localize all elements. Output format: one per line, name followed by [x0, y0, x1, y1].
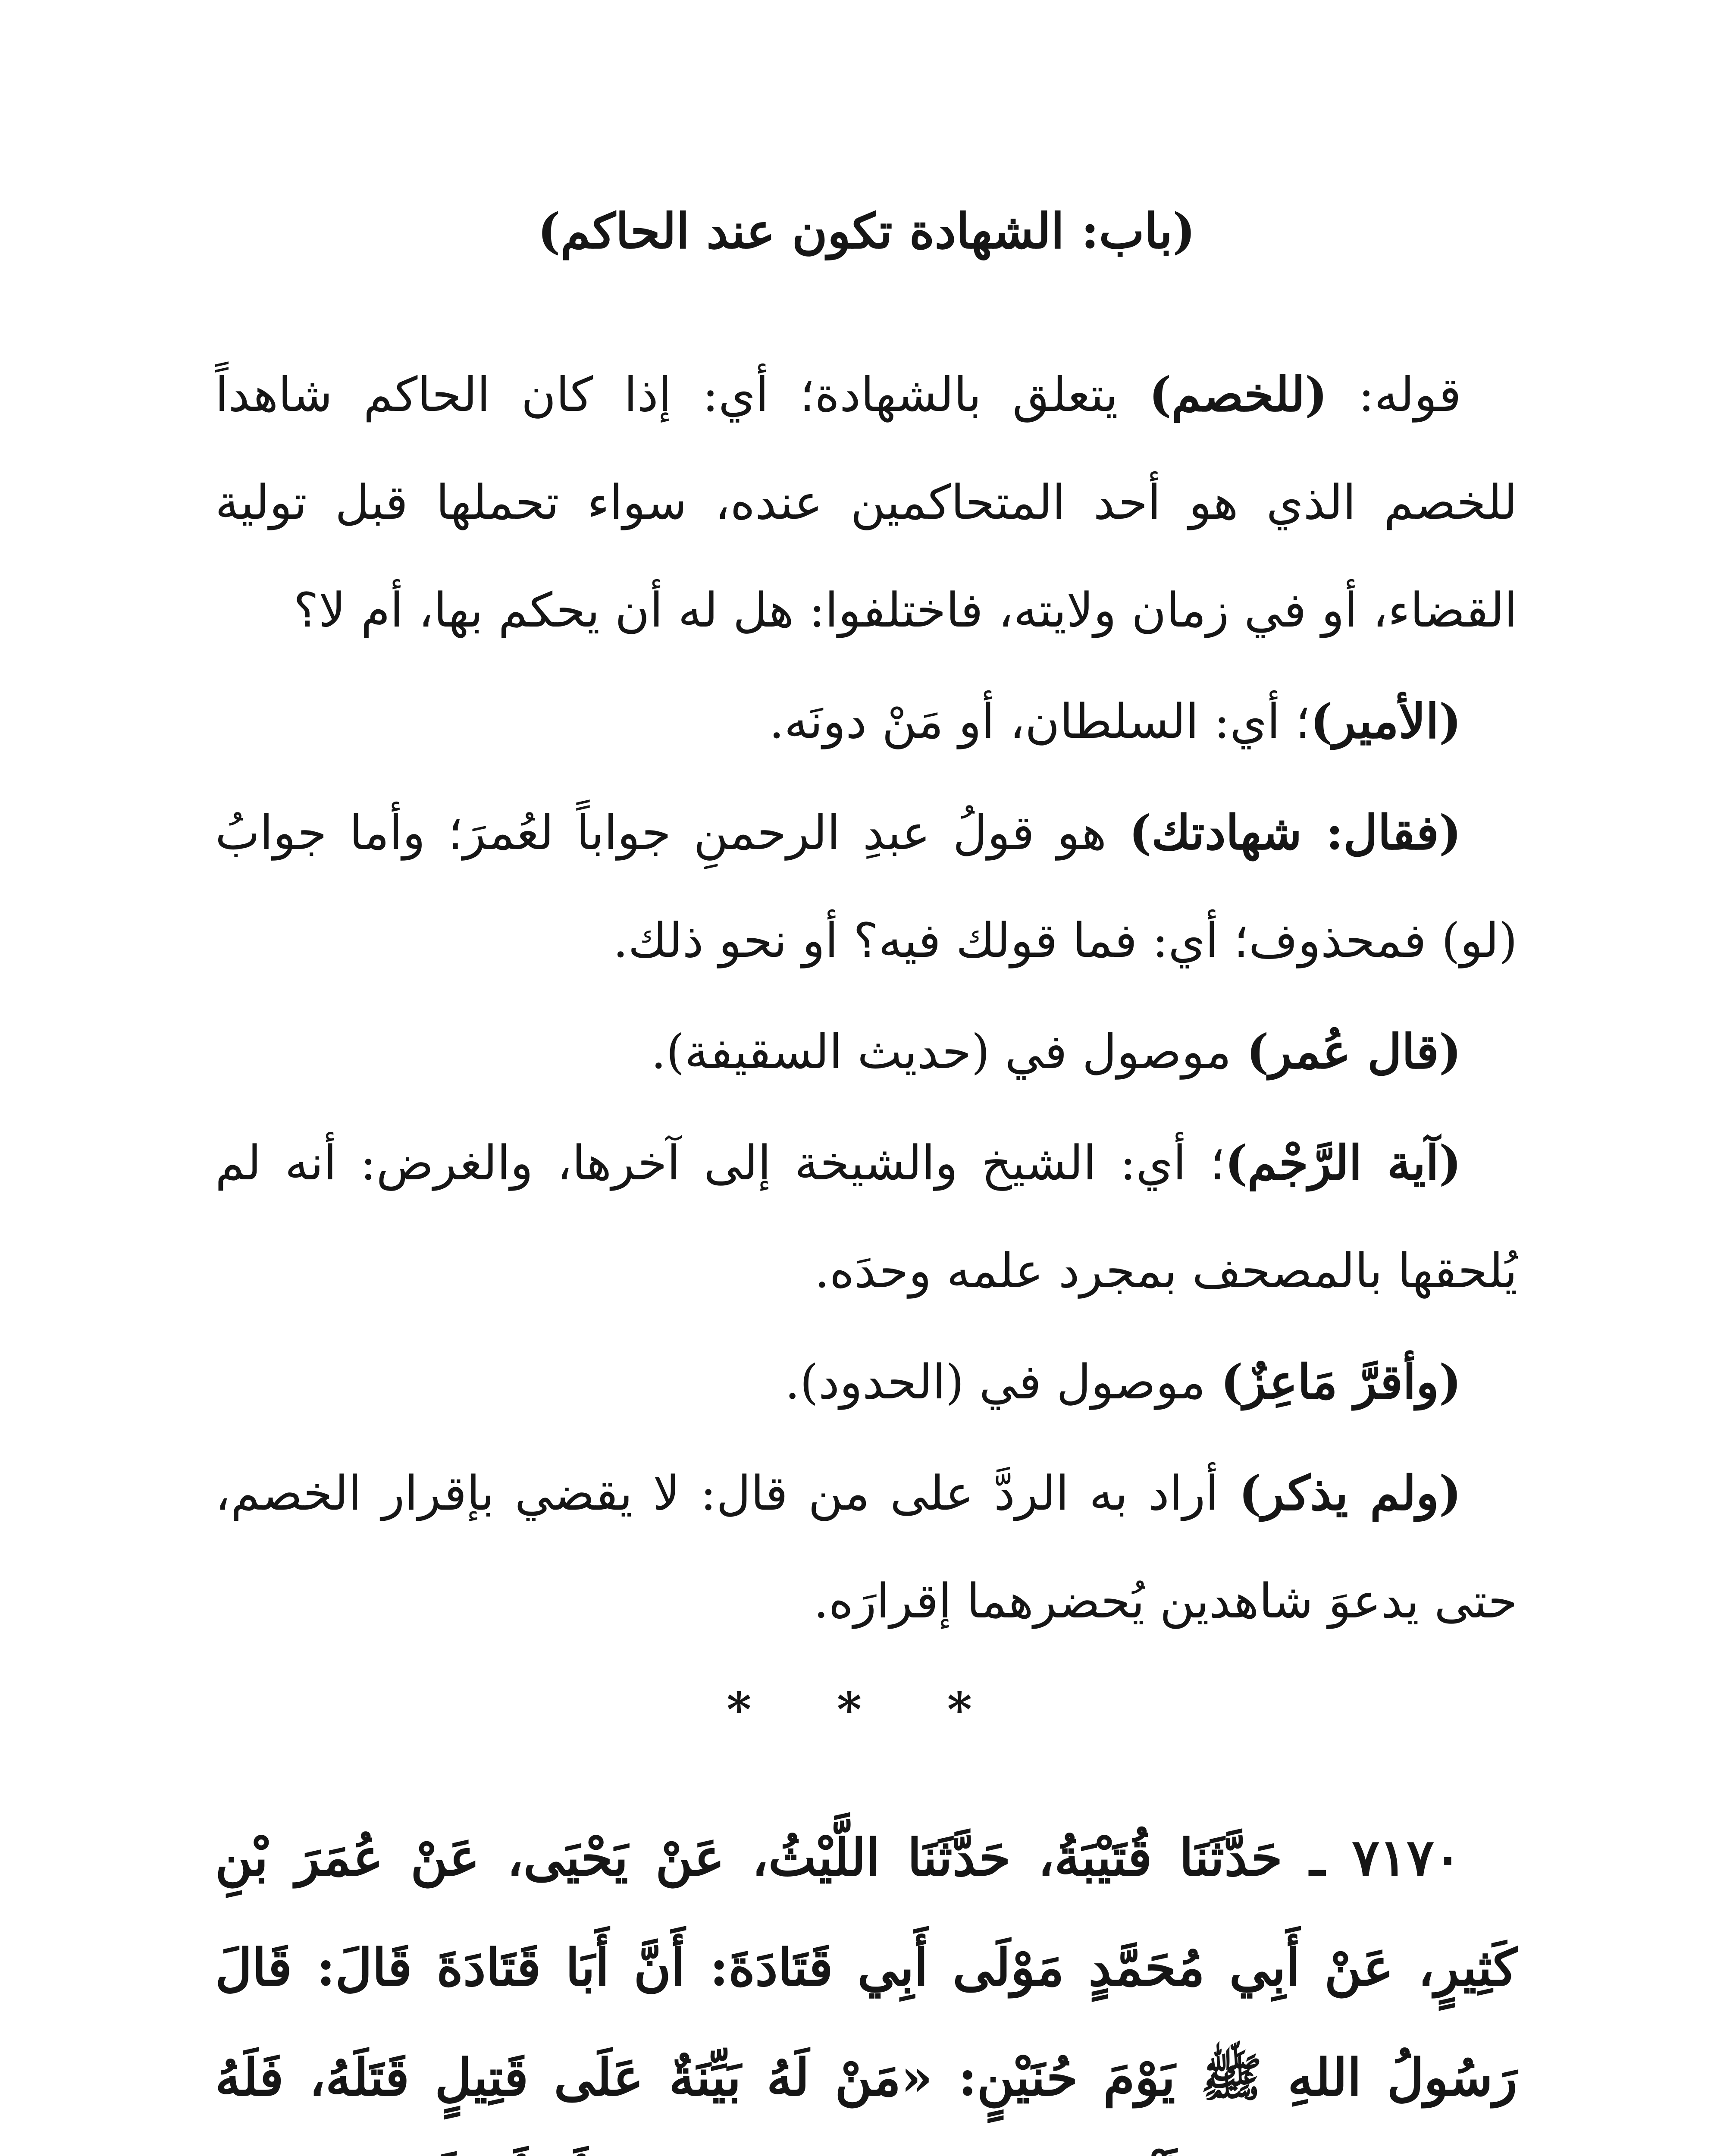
lemma: (قال عُمر)	[1246, 1024, 1461, 1079]
commentary-section	[215, 341, 1517, 1658]
paragraph-text: موصول في (الحدود).	[785, 1354, 1221, 1410]
commentary-paragraph	[215, 667, 1517, 775]
paragraph-text: ؛ أي: الشيخ والشيخة إلى آخرها، والغرض: أنه لم يُلحقها بالمصحف بمجرد علمه وحدَه.	[215, 1135, 1517, 1298]
section-separator: * * *	[726, 1682, 1007, 1737]
commentary-paragraph	[215, 1439, 1517, 1655]
commentary-paragraph	[215, 341, 1517, 664]
paragraph-text: أراد به الردَّ على من قال: لا يقضي بإقرار الخصم، حتى يدعوَ شاهدين يُحضرهما إقرارَه.	[215, 1466, 1517, 1629]
lemma: (ولم يذكر)	[1239, 1465, 1461, 1521]
paragraph-text: ؛ أي: السلطان، أو مَنْ دونَه.	[769, 694, 1310, 749]
commentary-paragraph	[215, 1328, 1517, 1436]
paragraph-prefix: قوله:	[1327, 367, 1461, 422]
commentary-paragraph	[215, 779, 1517, 994]
hadith-text: ٧١٧٠ ـ حَدَّثَنَا قُتَيْبَةُ، حَدَّثَنَا اللَّيْثُ، عَنْ يَحْيَى، عَنْ عُمَرَ بْنِ كَثِيرٍ، عَنْ أَبِي مُحَمَّدٍ مَوْلَى أَبِي قَتَادَةَ: أَنَّ أَبَا قَتَادَةَ قَالَ: قَالَ رَسُولُ اللهِ ﷺ يَوْمَ حُنَيْنٍ: «مَنْ لَهُ بَيِّنَةٌ عَلَى قَتِيلٍ قَتَلَهُ، فَلَهُ	[215, 1827, 1517, 2107]
paragraph-text: هو قولُ عبدِ الرحمنِ جواباً لعُمرَ؛ وأما جوابُ (لو) فمحذوف؛ أي: فما قولك فيه؟ أو نحو ذلك.	[215, 805, 1517, 968]
lemma: (آية الرَّجْم)	[1225, 1135, 1462, 1191]
paragraph-text: يتعلق بالشهادة؛ أي: إذا كان الحاكم شاهداً للخصم الذي هو أحد المتحاكمين عنده، سواء تحملها قبل تولية القضاء، أو في زمان ولايته، فاختلفوا: هل له أن يحكم بها، أم لا؟	[215, 367, 1517, 638]
commentary-paragraph	[215, 1109, 1517, 1325]
lemma: (فقال: شهادتك)	[1129, 805, 1461, 860]
hadith-section	[215, 1802, 1517, 2156]
commentary-paragraph	[215, 998, 1517, 1106]
chapter-title: (باب: الشهادة تكون عند الحاكم)	[537, 203, 1196, 260]
lemma: (للخصم)	[1149, 367, 1328, 422]
lemma: (الأمير)	[1310, 693, 1461, 749]
paragraph-text: موصول في (حديث السقيفة).	[651, 1024, 1247, 1079]
lemma: (وأقرَّ مَاعِزٌ)	[1220, 1354, 1461, 1410]
